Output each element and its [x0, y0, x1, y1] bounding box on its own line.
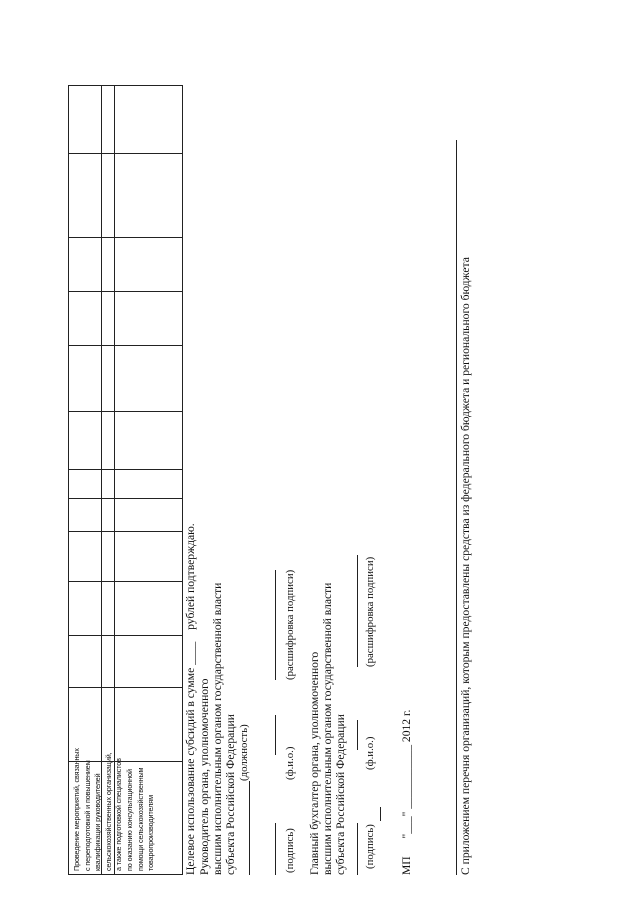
table-col-divider	[69, 291, 182, 292]
table-cell-line: а также подготовкой специалистов	[114, 758, 124, 871]
confirmation-prefix: Целевое использование субсидий в сумме	[184, 667, 197, 875]
accountant-decoding-line	[357, 555, 358, 667]
position-label: (должность)	[238, 724, 250, 781]
table-col-divider	[69, 498, 182, 499]
table-col-divider	[69, 411, 182, 412]
table-cell-line: Проведение мероприятий, связанных	[72, 748, 81, 871]
head-decoding-label: (расшифровка подписи)	[284, 569, 296, 680]
head-signature-label: (подпись)	[284, 828, 296, 873]
table-cell-line: помощи сельскохозяйственным	[135, 767, 145, 871]
head-decoding-line	[275, 570, 276, 680]
table-col-divider	[69, 345, 182, 346]
table-cell-line: сельскохозяйственных организаций,	[103, 752, 113, 871]
table-col-divider	[69, 635, 182, 636]
head-title-line-2: высшим исполнительным органом государственной власти	[211, 582, 224, 875]
accountant-title-line-1: Главный бухгалтер органа, уполномоченного	[308, 651, 321, 875]
accountant-title-line-3: субъекта Российской Федерации	[334, 714, 347, 875]
table-cell-line: квалификации руководителей	[93, 773, 103, 871]
accountant-signature-label: (подпись)	[364, 824, 376, 869]
table-col-divider	[69, 581, 182, 582]
confirmation-line	[184, 523, 197, 875]
table-col-divider	[69, 687, 182, 688]
accountant-signature-line	[357, 823, 358, 875]
head-signature-line	[275, 823, 276, 875]
attachment-rule	[456, 140, 457, 875]
accountant-decoding-label: (расшифровка подписи)	[364, 556, 376, 667]
table-col-divider	[69, 469, 182, 470]
amount-blank: ____	[184, 641, 197, 665]
confirmation-suffix: рублей подтверждаю.	[184, 523, 197, 630]
table-row-divider	[101, 86, 102, 874]
accountant-name-line	[357, 720, 358, 750]
table-col-divider	[69, 237, 182, 238]
accountant-extra-line	[380, 807, 381, 821]
table-col-divider	[69, 531, 182, 532]
table-col-divider	[69, 153, 182, 154]
table-cell-line: по оказанию консультационной	[124, 769, 134, 871]
head-name-line	[275, 715, 276, 755]
accountant-name-label: (ф.и.о.)	[364, 736, 376, 770]
head-title-line-1: Руководитель органа, уполномоченного	[198, 678, 211, 875]
date-text: "___" ___________ 2012 г.	[400, 709, 413, 839]
table-cell-line: товаропроизводителям	[146, 795, 156, 871]
stamp-mark: МП	[400, 856, 413, 875]
head-name-label: (ф.и.о.)	[284, 746, 296, 780]
attachment-note: С приложением перечня организаций, которым предоставлены средства из федерального бюджета и регионального бюджета	[459, 257, 472, 875]
table-row-divider	[114, 86, 115, 874]
position-underline	[249, 781, 250, 875]
accountant-title-line-2: высшим исполнительным органом государственной власти	[321, 582, 334, 875]
subsidy-table	[68, 85, 183, 875]
table-cell-line: с переподготовкой и повышением	[82, 760, 92, 871]
head-title-line-3: субъекта Российской Федерации	[224, 714, 237, 875]
stamp-date-line	[400, 710, 413, 875]
table-col-divider	[69, 761, 182, 762]
